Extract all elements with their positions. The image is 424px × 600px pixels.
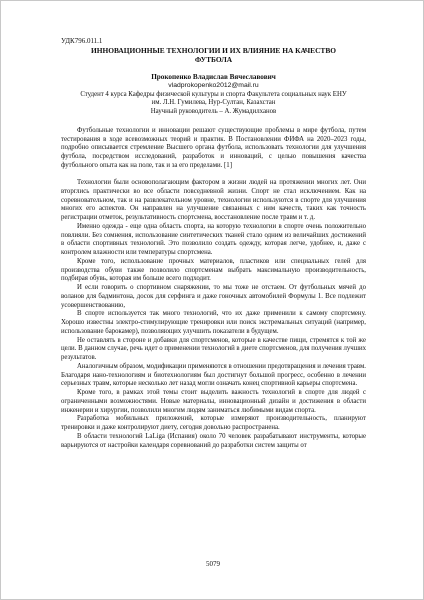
author-name: Прокопенко Владислав Вячеславович: [151, 73, 276, 81]
article-content: [61, 37, 366, 450]
supervisor: Научный руководитель – А. Жумадилханов: [150, 108, 277, 115]
title-line-1: ИННОВАЦИОННЫЕ ТЕХНОЛОГИИ И ИХ ВЛИЯНИЕ НА КАЧЕСТВО: [90, 46, 337, 55]
author-affiliation-line-2: им. Л.Н. Гумилева, Нур-Султан, Казахстан: [151, 99, 276, 107]
paragraph: В области технологий LaLiga (Испания) около 70 человек разрабатывают инструменты, которые варьируются от настройки календаря соревнований до разработки систем защиты от: [61, 432, 366, 449]
paragraph: Именно одежда - еще одна область спорта, на которую технологии в спорте очень положительно повлияли. Без сомнения, использование синтетических тканей стало одним из величайших достижений в области спортивных технологий. Это позволило создать одежду, которая легче, удобнее, и, даже с контролем влажности или температуры спортсмена.: [61, 222, 366, 257]
author-email: vladprokopenko2012@mail.ru: [168, 81, 259, 89]
article-title: [61, 46, 366, 64]
title-line-2: ФУТБОЛА: [194, 55, 233, 64]
paragraph: Разработка мобильных приложений, которые измеряют производительность, планируют тренировки и даже контролируют диету, сегодня довольно распространена.: [61, 415, 366, 432]
article-body: [61, 127, 366, 451]
paragraph: Не оставлять в стороне и добавки для спортсменов, которые в качестве пищи, стремятся к той же цели. В данном случае, речь идет о применении технологий в диете спортсменов, для получения лучших результатов.: [61, 336, 366, 362]
paragraph: Кроме того, использование прочных материалов, пластиков или специальных гелей для производства обуви также позволило спортсменам выбрать максимальную производительность, подбирая обувь, которая им больше всего подходит.: [61, 257, 366, 283]
author-affiliation-line-1: Студент 4 курса Кафедры физической культуры и спорта Факультета социальных наук ЕНУ: [80, 90, 347, 98]
paragraph: Кроме того, в рамках этой темы стоит выделить важность технологий в спорте для людей с ограниченными возможностями. Новые материалы, инновационный дизайн и достижения в области инженерии и хирургии, позволили многим людям заниматься любимыми видам спорта.: [61, 389, 366, 414]
udk-code: УДК796.011.1: [61, 37, 103, 45]
author-block: [61, 73, 366, 117]
paragraph: И если говорить о спортивном снаряжении, то мы тоже не отстаем. От футбольных мячей до воланов для бадминтона, досок для серфинга и даже гоночных автомобилей Формулы 1. Все подлежит усовершенствованию,: [61, 284, 366, 309]
paragraph: В спорте используется так много технологий, что их даже применили к самому спортсмену. Хорошо известны электро-стимулирующие тренировки или поиск экстремальных ситуаций (например, использование барокамер), позволяющих улучшить показатели в будущем.: [61, 310, 366, 335]
paragraph: Аналогичным образом, модификации применяются в отношении предотвращения и лечения травм. Благодаря нано-технологиям и биотехнологиям был достигнут большой прогресс, особенно в лечении серьезных травм, которые несколько лет назад могли означать конец спортивной карьеры спортсмена.: [61, 362, 366, 388]
paragraph: Технологии были основополагающим фактором в жизни людей на протяжении многих лет. Они вторглись практически во все области повседневной жизни. Спорт не стал исключением. Как на соревновательном, так и на развлекательном уровне, технологии используются в спорте для улучшения многих его аспектов. Он направлен на улучшение связанных с ним качеств, таких как точность регистрации отметок, результативность спортсмена, восстановление после травм и т. д.: [61, 179, 366, 222]
paragraph: Футбольные технологии и инновации решают существующие проблемы в мире футбола, путем тестирования в ходе всевозможных теорий и практик. В Постановлении ФИФА на 2020–2023 годы, подробно описывается стремление Высшего органа футбола, использовать технологии для улучшения футбола, посредством исследований, разработок и инноваций, с целью повышения качества футбольного опыта как на поле, так и за его пределами. [1]: [61, 126, 366, 169]
page-number: 5079: [206, 560, 220, 568]
